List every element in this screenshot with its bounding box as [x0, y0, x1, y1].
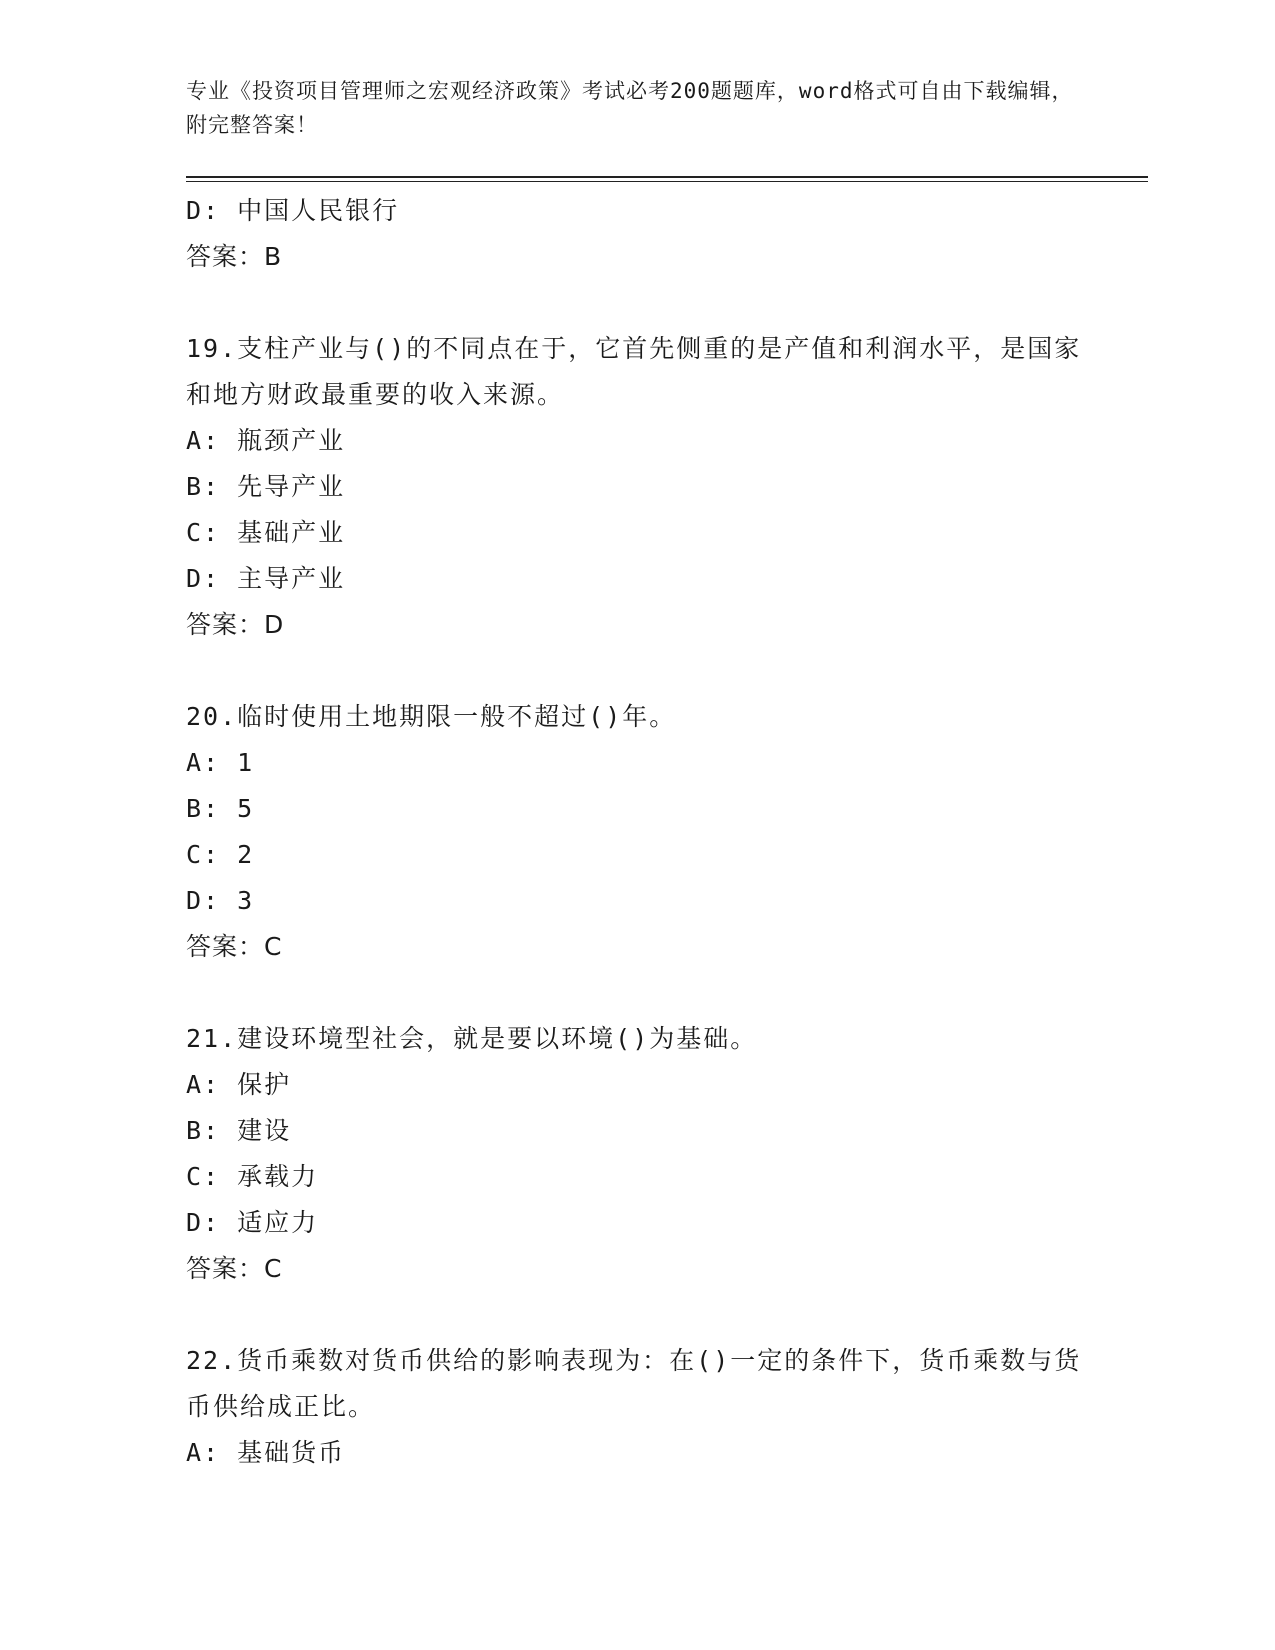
header-rule-thin: [186, 181, 1148, 182]
option-a: [186, 1430, 1086, 1476]
spacer: [186, 648, 1086, 694]
spacer: [186, 1292, 1086, 1338]
option-letter: D:: [186, 886, 221, 915]
option-text: 1: [237, 748, 255, 777]
option-b: [186, 786, 1086, 832]
option-d: [186, 188, 1086, 234]
question-20: [186, 694, 1086, 970]
question-21: [186, 1016, 1086, 1292]
question-content: [186, 188, 1086, 1476]
option-c: [186, 832, 1086, 878]
option-letter: C:: [186, 840, 221, 869]
header-rule: [186, 176, 1148, 178]
answer-line: 答案：C: [186, 932, 283, 961]
option-a: [186, 418, 1086, 464]
option-text: 3: [237, 886, 255, 915]
option-text: 保护: [237, 1070, 292, 1099]
option-text: 5: [237, 794, 255, 823]
option-letter: A:: [186, 1070, 221, 1099]
option-text: 基础货币: [237, 1438, 346, 1467]
question-stem: 20.临时使用土地期限一般不超过()年。: [186, 702, 677, 731]
option-letter: D:: [186, 1208, 221, 1237]
question-19: [186, 326, 1086, 648]
option-a: [186, 1062, 1086, 1108]
option-text: 中国人民银行: [237, 196, 400, 225]
option-text: 建设: [237, 1116, 292, 1145]
option-text: 基础产业: [237, 518, 346, 547]
option-d: [186, 1200, 1086, 1246]
option-letter: B:: [186, 1116, 221, 1145]
option-letter: B:: [186, 472, 221, 501]
option-letter: A:: [186, 1438, 221, 1467]
option-d: [186, 556, 1086, 602]
option-letter: D:: [186, 564, 221, 593]
option-text: 承载力: [237, 1162, 319, 1191]
question-stem: 22.货币乘数对货币供给的影响表现为：在()一定的条件下，货币乘数与货币供给成正比。: [186, 1346, 1082, 1421]
question-stem: 21.建设环境型社会，就是要以环境()为基础。: [186, 1024, 758, 1053]
option-a: [186, 740, 1086, 786]
question-22: [186, 1338, 1086, 1476]
spacer: [186, 970, 1086, 1016]
option-text: 主导产业: [237, 564, 346, 593]
option-text: 瓶颈产业: [237, 426, 346, 455]
option-letter: A:: [186, 426, 221, 455]
option-letter: B:: [186, 794, 221, 823]
option-text: 先导产业: [237, 472, 346, 501]
document-header: 专业《投资项目管理师之宏观经济政策》考试必考200题题库，word格式可自由下载编辑，附完整答案！: [186, 79, 1074, 137]
option-b: [186, 1108, 1086, 1154]
question-18-tail: [186, 188, 1086, 280]
option-text: 适应力: [237, 1208, 319, 1237]
answer-line: 答案：B: [186, 242, 283, 271]
option-b: [186, 464, 1086, 510]
option-c: [186, 510, 1086, 556]
option-c: [186, 1154, 1086, 1200]
option-d: [186, 878, 1086, 924]
answer-line: 答案：D: [186, 610, 285, 639]
spacer: [186, 280, 1086, 326]
option-letter: A:: [186, 748, 221, 777]
option-text: 2: [237, 840, 255, 869]
option-letter: D:: [186, 196, 221, 225]
question-stem: 19.支柱产业与()的不同点在于，它首先侧重的是产值和利润水平，是国家和地方财政最重要的收入来源。: [186, 334, 1082, 409]
answer-line: 答案：C: [186, 1254, 283, 1283]
option-letter: C:: [186, 518, 221, 547]
option-letter: C:: [186, 1162, 221, 1191]
